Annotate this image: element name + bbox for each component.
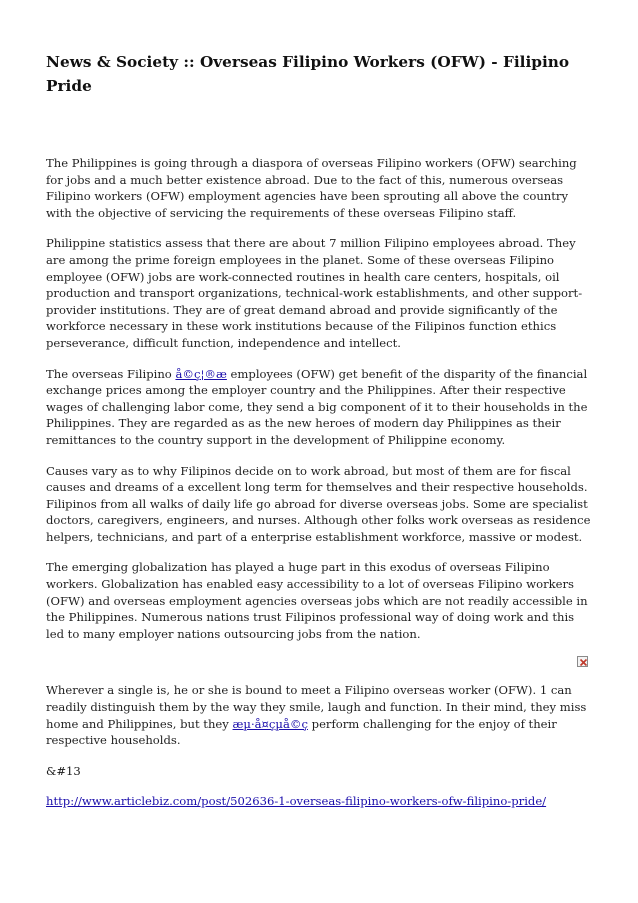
article-body xyxy=(46,155,594,824)
paragraph-6-text-before: Wherever a single is, he or she is bound to meet a Filipino overseas worker (OFW). 1 can readily distinguish them by the way they smile, laugh and function. In their mind, they miss home and Philippines, but they xyxy=(46,683,587,731)
inline-link-2[interactable]: æµ·å¤çµå©ç xyxy=(232,716,308,731)
paragraph-1: The Philippines is going through a diaspora of overseas Filipino workers (OFW) searching for jobs and a much better existence abroad. Due to the fact of this, numerous overseas Filipino workers (OFW) employment agencies have been sprouting all above the country with the objective of servicing the requirements of these overseas Filipino staff. xyxy=(46,156,577,220)
paragraph-3-text-after: employees (OFW) get benefit of the disparity of the financial exchange prices among the employer country and the Philippines. After their respective wages of challenging labor come, they send a big component of it to their households in the Philippines. They are regarded as as the new heroes of modern day Philippines as their remittances to the country support in the development of Philippine economy. xyxy=(46,366,588,447)
broken-image-icon xyxy=(577,656,588,667)
paragraph-3 xyxy=(46,366,594,449)
paragraph-6-text-after: perform challenging for the enjoy of their respective households. xyxy=(46,716,557,748)
html-entity-text: &#13 xyxy=(46,763,81,778)
paragraph-6 xyxy=(46,682,594,748)
paragraph-3-text-before: The overseas Filipino xyxy=(46,366,176,381)
inline-link-1[interactable]: å©ç¦®æ xyxy=(175,366,227,381)
paragraph-5: The emerging globalization has played a huge part in this exodus of overseas Filipino workers. Globalization has enabled easy accessibility to a lot of overseas Filipino workers (OFW) and overseas employment agencies overseas jobs which are not readily accessible in the Philippines. Numerous nations trust Filipinos professional way of doing work and this led to many employer nations outsourcing jobs from the nation. xyxy=(46,560,588,641)
paragraph-4: Causes vary as to why Filipinos decide on to work abroad, but most of them are for fiscal causes and dreams of a excellent long term for themselves and their respective households. Filipinos from all walks of daily life go abroad for diverse overseas jobs. Some are specialist doctors, caregivers, engineers, and nurses. Although other folks work overseas as residence helpers, technicians, and part of a enterprise establishment workforce, massive or modest. xyxy=(46,463,591,544)
image-row xyxy=(46,656,594,678)
page-title: News & Society :: Overseas Filipino Workers (OFW) - Filipino Pride xyxy=(46,53,570,95)
source-link-paragraph xyxy=(46,793,594,810)
paragraph-2: Philippine statistics assess that there are about 7 million Filipino employees abroad. They are among the prime foreign employees in the planet. Some of these overseas Filipino employee (OFW) jobs are work-connected routines in health care centers, hospitals, oil production and transport organizations, technical-work establishments, and other support-provider institutions. They are of great demand abroad and provide significantly of the workforce necessary in these work institutions because of the Filipinos function ethics perseverance, difficult function, independence and intellect. xyxy=(46,236,583,350)
source-link[interactable]: http://www.articlebiz.com/post/502636-1-overseas-filipino-workers-ofw-filipino-pride/ xyxy=(46,794,547,809)
